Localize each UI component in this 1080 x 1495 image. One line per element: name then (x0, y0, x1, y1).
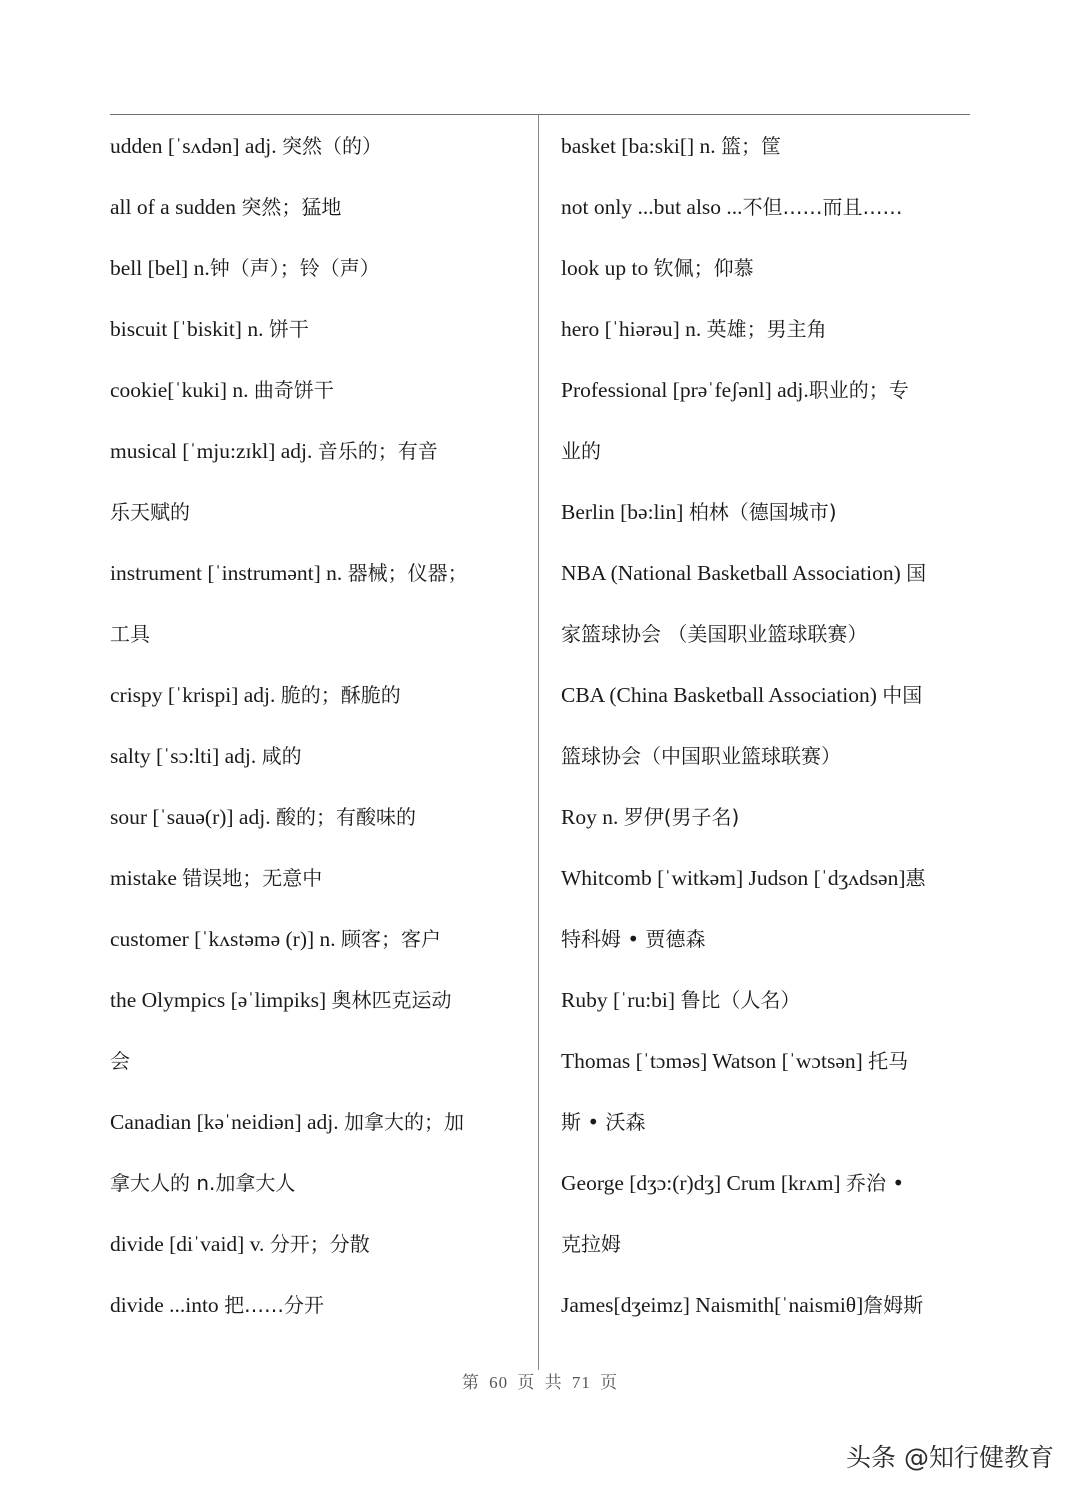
vocab-line (561, 1153, 971, 1214)
vocab-line (110, 970, 530, 1031)
chinese-meaning: 国 (906, 561, 927, 585)
vocab-line (110, 116, 530, 177)
english-term: all of a sudden (110, 195, 242, 219)
vocab-line (561, 1275, 971, 1336)
vocab-line (110, 1031, 530, 1092)
chinese-meaning: 器械；仪器； (347, 561, 468, 585)
chinese-meaning: 英雄；男主角 (706, 317, 827, 341)
chinese-meaning: 钦佩；仰慕 (653, 256, 754, 280)
chinese-meaning: 分开；分散 (269, 1232, 370, 1256)
column-divider (538, 115, 539, 1370)
english-term: instrument [ˈinstrumənt] n. (110, 561, 348, 585)
chinese-meaning: 把……分开 (224, 1293, 325, 1317)
chinese-meaning: 篮球协会（中国职业篮球联赛） (561, 744, 841, 768)
vocab-line (110, 1214, 530, 1275)
vocab-line (561, 787, 971, 848)
chinese-meaning: 曲奇饼干 (253, 378, 334, 402)
chinese-meaning: 詹姆斯 (863, 1293, 924, 1317)
right-column (561, 116, 971, 1336)
vocab-line (561, 1214, 971, 1275)
english-term: bell [bel] n. (110, 256, 210, 280)
chinese-meaning: 篮；筐 (721, 134, 782, 158)
chinese-meaning: 会 (110, 1049, 130, 1073)
english-term: biscuit [ˈbiskit] n. (110, 317, 269, 341)
vocab-line (110, 1275, 530, 1336)
watermark: 头条 @知行健教育 (846, 1443, 1054, 1472)
chinese-meaning: 不但……而且…… (742, 195, 903, 219)
english-term: NBA (National Basketball Association) (561, 561, 907, 585)
chinese-meaning: 特科姆 • 贾德森 (561, 927, 706, 951)
chinese-meaning: 突然（的） (281, 134, 382, 158)
vocab-line (561, 848, 971, 909)
vocab-line (110, 177, 530, 238)
chinese-meaning: 钟（声）；铃（声） (209, 256, 380, 280)
vocab-line (110, 726, 530, 787)
chinese-meaning: 柏林（德国城市) (688, 500, 837, 524)
english-term: Roy n. (561, 805, 624, 829)
vocab-line (561, 909, 971, 970)
english-term: the Olympics [əˈlimpiks] (110, 988, 332, 1012)
chinese-meaning: 突然；猛地 (241, 195, 342, 219)
chinese-meaning: 错误地；无意中 (182, 866, 323, 890)
vocab-line (561, 543, 971, 604)
chinese-meaning: 奥林匹克运动 (331, 988, 452, 1012)
chinese-meaning: 家篮球协会 （美国职业篮球联赛） (561, 622, 868, 646)
left-column (110, 116, 530, 1336)
vocab-line (110, 299, 530, 360)
vocab-line (110, 848, 530, 909)
english-term: cookie[ˈkuki] n. (110, 378, 254, 402)
english-term: salty [ˈsɔ:lti] adj. (110, 744, 262, 768)
chinese-meaning: 乐天赋的 (110, 500, 190, 524)
vocab-line (561, 604, 971, 665)
english-term: CBA (China Basketball Association) (561, 683, 883, 707)
english-term: Ruby [ˈru:bi] (561, 988, 681, 1012)
english-term: musical [ˈmju:zɪkl] adj. (110, 439, 318, 463)
page-number: 第 60 页 共 71 页 (461, 1373, 619, 1392)
vocab-line (561, 116, 971, 177)
vocab-line (110, 604, 530, 665)
vocab-line (561, 299, 971, 360)
chinese-meaning: 职业的；专 (808, 378, 909, 402)
chinese-meaning: 饼干 (268, 317, 309, 341)
english-term: customer [ˈkʌstəmə (r)] n. (110, 927, 342, 951)
chinese-meaning: 脆的；酥脆的 (280, 683, 401, 707)
vocab-line (110, 665, 530, 726)
chinese-meaning: 克拉姆 (561, 1232, 621, 1256)
english-term: Canadian [kəˈneidiən] adj. (110, 1110, 345, 1134)
vocab-line (110, 482, 530, 543)
chinese-meaning: 中国 (882, 683, 923, 707)
chinese-meaning: 鲁比（人名） (680, 988, 801, 1012)
vocab-line (561, 421, 971, 482)
vocab-line (110, 238, 530, 299)
vocab-line (561, 482, 971, 543)
chinese-meaning: 顾客；客户 (341, 927, 442, 951)
chinese-meaning: 惠 (905, 866, 926, 890)
english-term: Whitcomb [ˈwitkəm] Judson [ˈdʒʌdsən] (561, 866, 906, 890)
chinese-meaning: 咸的 (261, 744, 302, 768)
vocab-line (561, 970, 971, 1031)
chinese-meaning: 斯 • 沃森 (561, 1110, 646, 1134)
vocab-line (110, 421, 530, 482)
top-rule (110, 114, 970, 115)
vocab-line (110, 1092, 530, 1153)
english-term: Professional [prəˈfeʃənl] adj. (561, 378, 809, 402)
chinese-meaning: 加拿大的；加 (344, 1110, 465, 1134)
vocab-line (561, 1031, 971, 1092)
english-term: sour [ˈsauə(r)] adj. (110, 805, 276, 829)
english-term: divide ...into (110, 1293, 225, 1317)
english-term: Thomas [ˈtɔməs] Watson [ˈwɔtsən] (561, 1049, 869, 1073)
english-term: hero [ˈhiərəu] n. (561, 317, 707, 341)
english-term: udden [ˈsʌdən] adj. (110, 134, 282, 158)
chinese-meaning: 乔治 • (845, 1171, 905, 1195)
chinese-meaning: 酸的；有酸味的 (275, 805, 416, 829)
chinese-meaning: 工具 (110, 622, 150, 646)
english-term: James[dʒeimz] Naismith[ˈnaismiθ] (561, 1293, 864, 1317)
chinese-meaning: 罗伊(男子名) (623, 805, 740, 829)
chinese-meaning: 拿大人的 n.加拿大人 (110, 1171, 296, 1195)
chinese-meaning: 音乐的；有音 (317, 439, 438, 463)
vocab-line (110, 787, 530, 848)
vocab-line (561, 726, 971, 787)
english-term: not only ...but also ... (561, 195, 743, 219)
english-term: crispy [ˈkrispi] adj. (110, 683, 281, 707)
vocab-line (561, 360, 971, 421)
vocab-line (110, 909, 530, 970)
vocab-line (110, 360, 530, 421)
vocab-line (110, 543, 530, 604)
english-term: look up to (561, 256, 654, 280)
chinese-meaning: 业的 (561, 439, 601, 463)
english-term: basket [ba:ski[] n. (561, 134, 722, 158)
english-term: mistake (110, 866, 183, 890)
chinese-meaning: 托马 (868, 1049, 909, 1073)
english-term: Berlin [bə:lin] (561, 500, 689, 524)
english-term: George [dʒɔ:(r)dʒ] Crum [krʌm] (561, 1171, 846, 1195)
vocab-line (561, 1092, 971, 1153)
english-term: divide [diˈvaid] v. (110, 1232, 270, 1256)
vocab-line (561, 238, 971, 299)
vocab-line (110, 1153, 530, 1214)
vocab-line (561, 177, 971, 238)
vocab-line (561, 665, 971, 726)
